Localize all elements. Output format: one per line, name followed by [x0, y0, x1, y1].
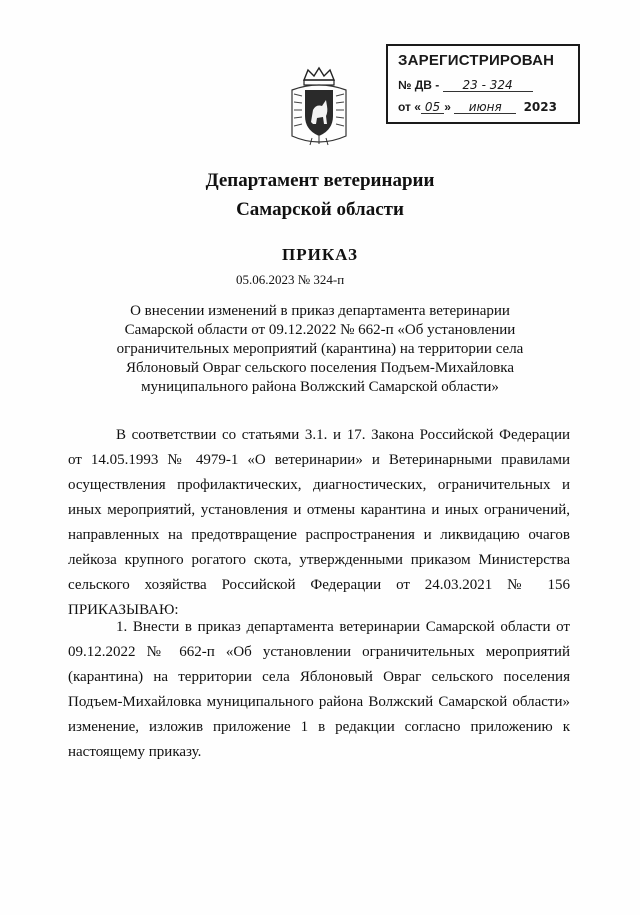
stamp-title: ЗАРЕГИСТРИРОВАН	[398, 52, 555, 69]
registration-stamp	[386, 44, 580, 124]
stamp-number-value: 23 - 324	[443, 79, 533, 92]
stamp-date-year: 2023	[523, 100, 557, 114]
stamp-date-prefix: от «	[398, 100, 421, 114]
department-name: Департамент ветеринарии	[205, 170, 435, 191]
stamp-date-mid: »	[444, 100, 451, 114]
stamp-date-line	[398, 100, 561, 114]
order-number: 05.06.2023 № 324-п	[236, 272, 345, 287]
stamp-date-month: июня	[454, 101, 516, 114]
stamp-date-day: 05	[421, 101, 444, 114]
order-title: ПРИКАЗ	[282, 245, 358, 264]
paragraph-preamble: В соответствии со статьями 3.1. и 17. Закона Российской Федерации от 14.05.1993 № 4979-1 «О ветеринарии» и Ветеринарными правилами осуществления профилактических, диагностических, ограничительных и иных мероприятий, установления и отмены карантина и иных ограничений, направленных на предотвращение распространения и ликвидацию очагов лейкоза крупного рогатого скота, утвержденными приказом Министерства сельского хозяйства Российской Федерации от 24.03.2021 № 156 ПРИКАЗЫВАЮ:	[68, 427, 570, 618]
paragraph-item-1: 1. Внести в приказ департамента ветеринарии Самарской области от 09.12.2022 № 662-п «Об установлении ограничительных мероприятий (карантина) на территории села Яблоновый Овраг сельского поселения Подъем-Михайловка муниципального района Волжский Самарской области» изменение, изложив приложение 1 в редакции согласно приложению к настоящему приказу.	[68, 619, 570, 760]
coat-of-arms-emblem	[286, 66, 352, 148]
stamp-number-line	[398, 78, 533, 92]
order-subject: О внесении изменений в приказ департамента ветеринарии Самарской области от 09.12.2022 № 662-п «Об установлении ограничительных мероприятий (карантина) на территории села Яблоновый Овраг сельского поселения Подъем-Михайловка муниципального района Волжский Самарской области»	[116, 303, 524, 395]
stamp-number-label: № ДВ -	[398, 78, 440, 92]
department-region: Самарской области	[236, 199, 404, 220]
